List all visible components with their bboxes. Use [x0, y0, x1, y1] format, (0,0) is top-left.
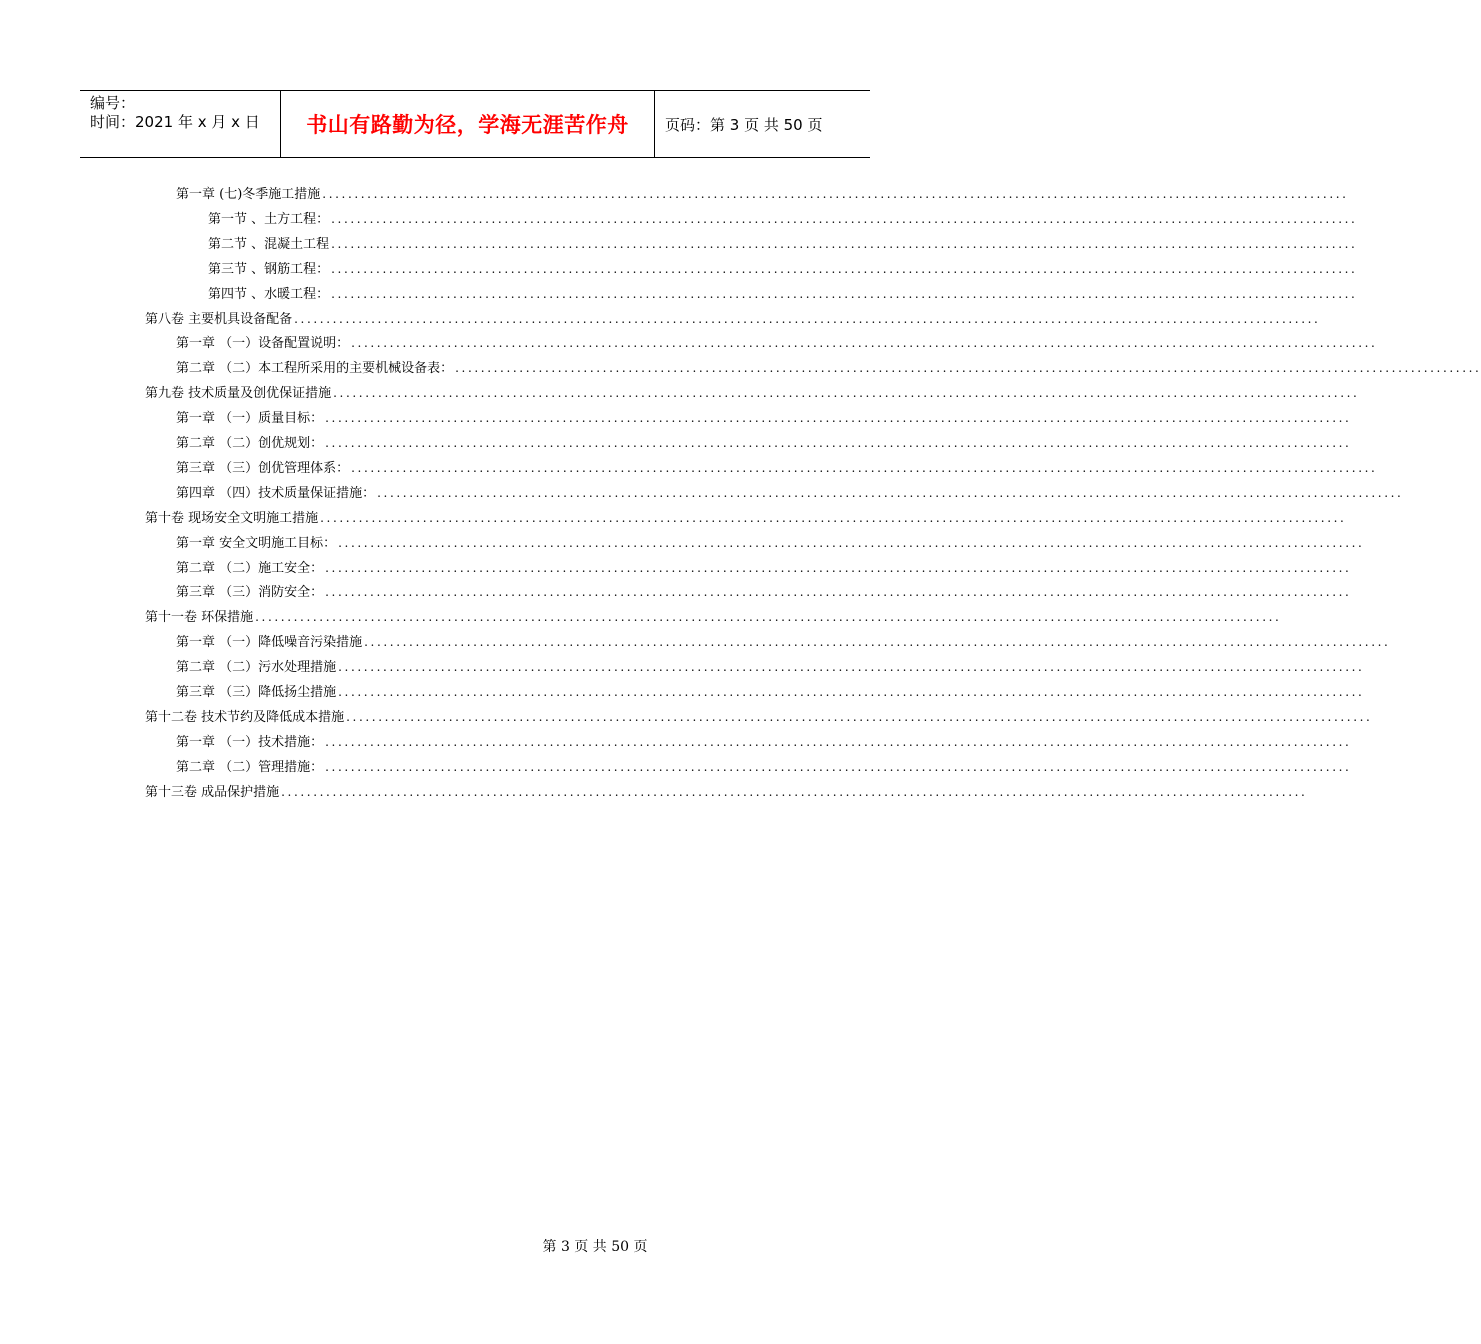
header-motto-cell [281, 91, 655, 157]
toc-leader-dots: ................................................................................................................................................................ [294, 311, 1321, 326]
toc-entry-label: 第一章 安全文明施工目标： [176, 535, 337, 551]
toc-leader-dots: ................................................................................................................................................................ [331, 261, 1358, 276]
toc-entry-label: 第一章 （一）技术措施： [176, 734, 324, 750]
toc-entry-label: 第四节 、水暖工程： [208, 286, 330, 302]
toc-entry-label: 第二章 （二）管理措施： [176, 759, 324, 775]
toc-leader-dots: ................................................................................................................................................................ [364, 635, 1391, 650]
toc-entry-label: 第二章 （二）创优规划： [176, 436, 324, 451]
header-page-info: 页码：第 3 页 共 50 页 [665, 115, 823, 134]
toc-entry[interactable] [208, 259, 1358, 279]
toc-entry-label: 第三章 （三）降低扬尘措施 [176, 685, 337, 700]
header-motto: 书山有路勤为径，学海无涯苦作舟 [306, 113, 629, 137]
toc-leader-dots: ................................................................................................................................................................ [325, 411, 1352, 426]
page-header [80, 90, 870, 158]
toc-entry[interactable] [176, 358, 1481, 378]
toc-entry[interactable] [176, 558, 1352, 578]
toc-entry[interactable] [176, 408, 1352, 428]
toc-entry[interactable] [176, 732, 1352, 752]
toc-entry[interactable] [208, 209, 1358, 229]
toc-entry-label: 第二章 （二）施工安全： [176, 560, 324, 576]
toc-entry[interactable] [145, 309, 1321, 329]
toc-entry[interactable] [176, 458, 1378, 478]
toc-leader-dots: ................................................................................................................................................................ [331, 286, 1358, 301]
toc-entry[interactable] [145, 508, 1347, 528]
toc-leader-dots: ................................................................................................................................................................ [322, 187, 1349, 201]
toc-entry-label: 第一节 、土方工程： [208, 211, 330, 227]
toc-entry-label: 第十卷 现场安全文明施工措施 [145, 510, 319, 526]
toc-entry-label: 第十二卷 技术节约及降低成本措施 [145, 709, 345, 725]
toc-entry-label: 第一章 （一）降低噪音污染措施 [176, 635, 363, 651]
toc-leader-dots: ................................................................................................................................................................ [325, 585, 1352, 600]
toc-leader-dots: ................................................................................................................................................................ [351, 336, 1378, 351]
toc-entry[interactable] [145, 607, 1282, 627]
toc-entry-label: 第一章 （一）设备配置说明： [176, 336, 350, 352]
toc-leader-dots: ................................................................................................................................................................ [338, 660, 1365, 675]
toc-entry-label: 第一章 (七)冬季施工措施 [176, 187, 321, 202]
toc-leader-dots: ................................................................................................................................................................ [325, 734, 1352, 749]
toc-entry-label: 第二章 （二）污水处理措施 [176, 660, 337, 676]
toc-entry[interactable] [145, 707, 1373, 727]
toc-entry-label: 第四章 （四）技术质量保证措施： [176, 485, 376, 501]
toc-entry[interactable] [145, 782, 1308, 802]
document-number-label: 编号： [90, 94, 136, 112]
toc-entry-label: 第九卷 技术质量及创优保证措施 [145, 386, 332, 402]
toc-leader-dots: ................................................................................................................................................................ [331, 236, 1358, 251]
toc-leader-dots: ................................................................................................................................................................ [325, 759, 1352, 774]
toc-leader-dots: ................................................................................................................................................................ [351, 460, 1378, 475]
toc-leader-dots: ................................................................................................................................................................ [338, 685, 1365, 699]
toc-entry[interactable] [176, 184, 1349, 204]
toc-leader-dots: ................................................................................................................................................................ [325, 436, 1352, 450]
toc-entry-label: 第十一卷 环保措施 [145, 610, 254, 626]
toc-leader-dots: ................................................................................................................................................................ [377, 485, 1404, 500]
toc-leader-dots: ................................................................................................................................................................ [333, 386, 1360, 401]
toc-entry[interactable] [176, 483, 1404, 503]
toc-leader-dots: ................................................................................................................................................................ [255, 610, 1282, 625]
page-footer [0, 1236, 950, 1256]
toc-entry-label: 第三节 、钢筋工程： [208, 261, 330, 277]
header-meta-cell [80, 91, 281, 157]
toc-entry[interactable] [176, 682, 1365, 702]
toc-leader-dots: ................................................................................................................................................................ [281, 784, 1308, 799]
toc-entry-label: 第二章 （二）本工程所采用的主要机械设备表： [176, 361, 454, 377]
toc-entry[interactable] [176, 582, 1352, 602]
toc-entry[interactable] [145, 383, 1360, 403]
toc-entry[interactable] [176, 632, 1391, 652]
document-date: 时间：2021 年 x 月 x 日 [90, 113, 260, 131]
toc-leader-dots: ................................................................................................................................................................ [320, 510, 1347, 525]
toc-entry-label: 第三章 （三）创优管理体系： [176, 460, 350, 476]
toc-entry-label: 第八卷 主要机具设备配备 [145, 311, 293, 327]
toc-entry[interactable] [208, 284, 1358, 304]
toc-entry[interactable] [176, 657, 1365, 677]
header-page-cell [655, 91, 870, 157]
toc-leader-dots: ................................................................................................................................................................ [455, 361, 1481, 376]
toc-entry-label: 第十三卷 成品保护措施 [145, 784, 280, 800]
toc-leader-dots: ................................................................................................................................................................ [331, 211, 1358, 226]
toc-entry-label: 第三章 （三）消防安全： [176, 585, 324, 601]
toc-entry-label: 第一章 （一）质量目标： [176, 411, 324, 427]
toc-leader-dots: ................................................................................................................................................................ [325, 560, 1352, 575]
footer-page-number: 第 3 页 共 50 页 [542, 1239, 648, 1255]
toc-leader-dots: ................................................................................................................................................................ [338, 535, 1365, 550]
toc-entry-label: 第二节 、混凝土工程 [208, 236, 330, 252]
toc-entry[interactable] [176, 757, 1352, 777]
toc-entry[interactable] [176, 433, 1352, 453]
toc-leader-dots: ................................................................................................................................................................ [346, 709, 1373, 724]
toc-entry[interactable] [208, 234, 1358, 254]
toc-entry[interactable] [176, 333, 1378, 353]
toc-entry[interactable] [176, 533, 1365, 553]
